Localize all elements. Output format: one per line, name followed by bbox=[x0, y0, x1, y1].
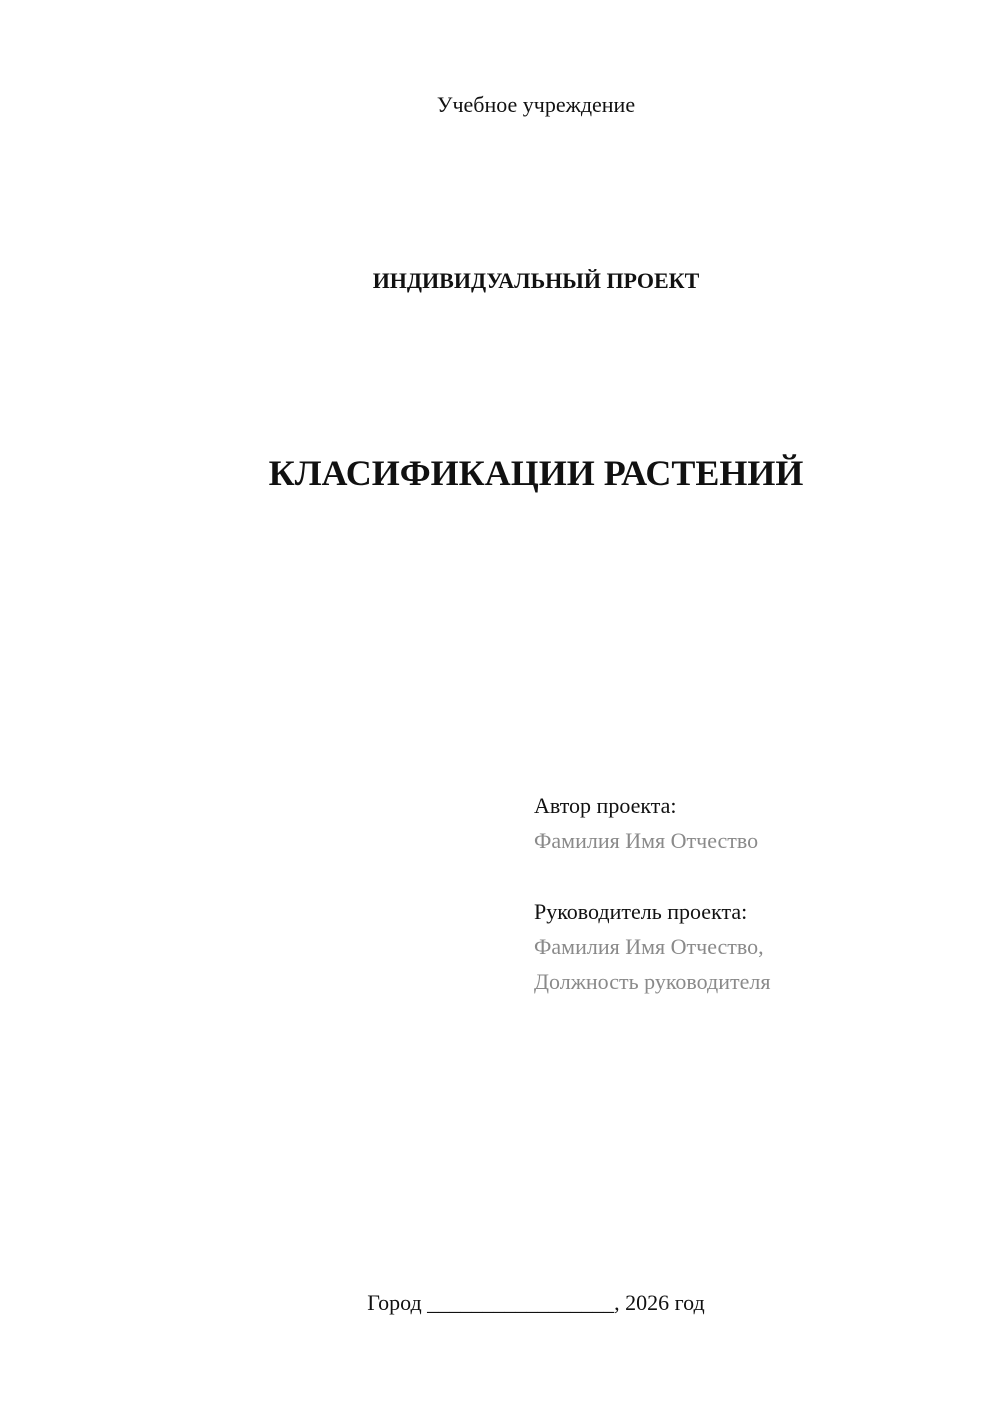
supervisor-label: Руководитель проекта: bbox=[534, 899, 748, 924]
city-year-line: Город _________________, 2026 год bbox=[367, 1290, 705, 1315]
author-label: Автор проекта: bbox=[534, 793, 677, 818]
project-type-heading: ИНДИВИДУАЛЬНЫЙ ПРОЕКТ bbox=[372, 268, 700, 293]
credits-spacer bbox=[534, 858, 974, 894]
credits-block bbox=[534, 788, 974, 999]
institution-name: Учебное учреждение bbox=[436, 92, 636, 117]
author-name: Фамилия Имя Отчество bbox=[534, 828, 759, 853]
project-title: КЛАСИФИКАЦИИ РАСТЕНИЙ bbox=[268, 453, 804, 493]
supervisor-position: Должность руководителя bbox=[534, 969, 771, 994]
supervisor-name: Фамилия Имя Отчество, bbox=[534, 934, 764, 959]
